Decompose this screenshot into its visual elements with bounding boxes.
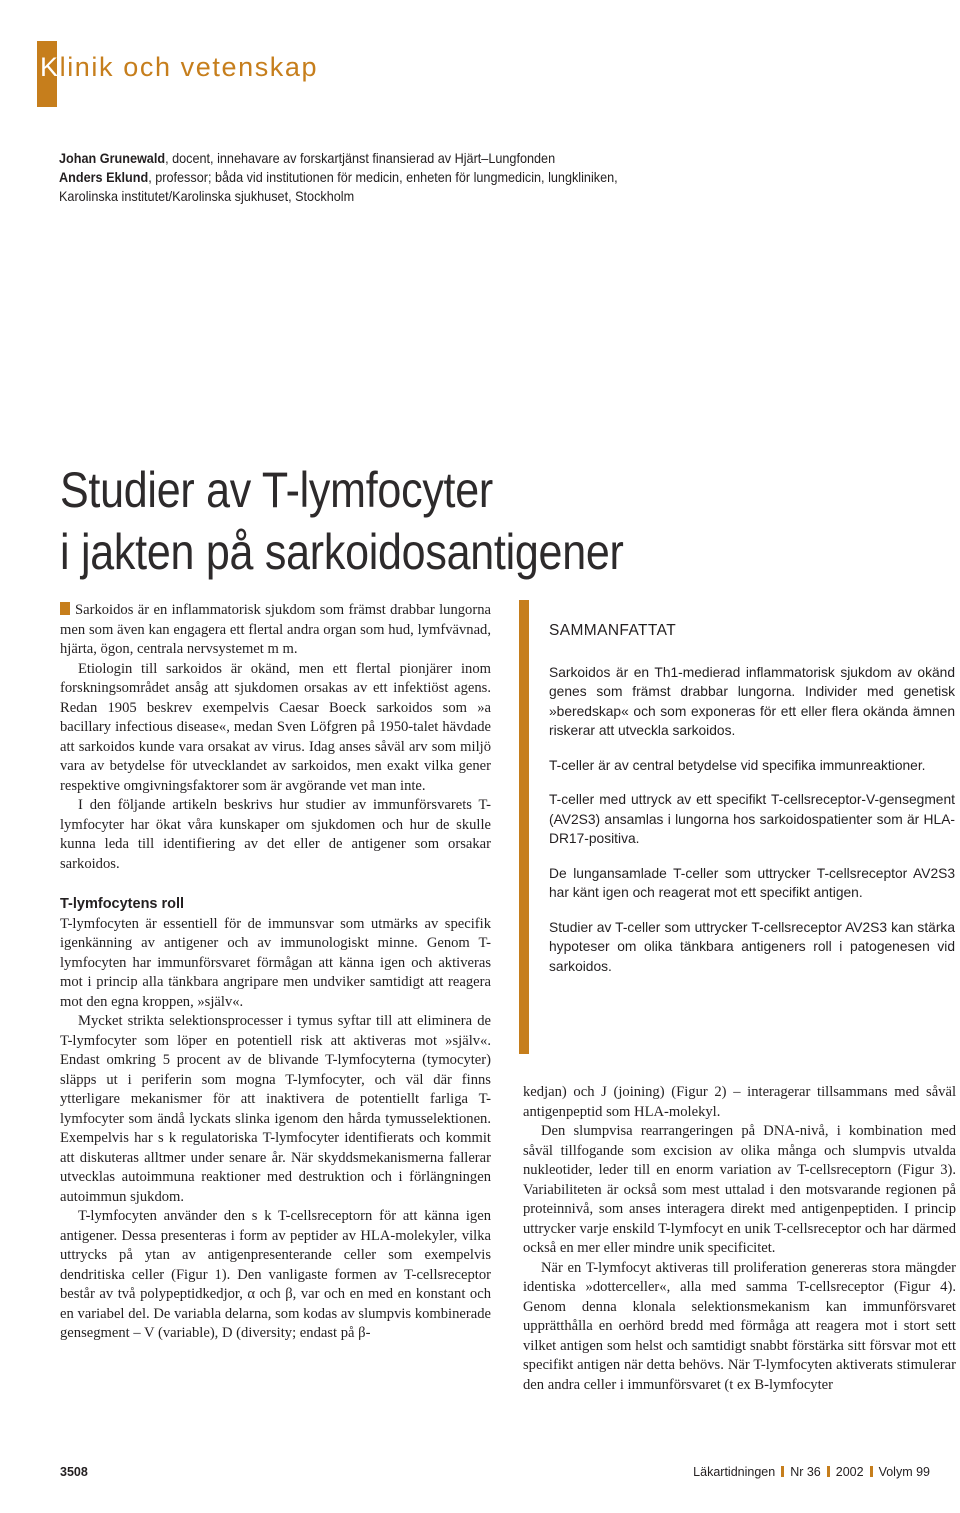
summary-item: De lungansamlade T-celler som uttrycker T-cellsreceptor AV2S3 har känt igen och reagerat mot ett specifikt antigen. xyxy=(549,865,955,900)
paragraph: Den slumpvisa rearrangeringen på DNA-nivå, i kombination med såväl tillfogande som excision av olika många och slumpvis utvalda nukleotider, leder till en enorm variation av T-cellsreceptorn (Figur 3). Variabiliteten är också som mest uttalad i den motsvarande regionen på proteinnivå, som anses interagera direkt med antigenpeptiden. I princip uttrycker varje enskild T-lymfocyt en unik T-cellsreceptor och har därmed också en mer eller mindre unik specificitet. xyxy=(523,1123,956,1256)
journal-name: Läkartidningen xyxy=(693,1465,776,1479)
paragraph: T-lymfocyten använder den s k T-cellsreceptorn för att känna igen antigener. Dessa presenteras i form av peptider av HLA-molekyler, vilka uttrycks på ytan av antigenpresenterande celler som exempelvis dendritiska celler (Figur 1). Den vanligaste formen av T-cellsreceptor består av två polypeptidkedjor, α och β, var och en med en konstant och en variabel del. De variabla delarna, som kodas av slumpvis kombinerade gensegment – V (variable), D (diversity; endast på β- xyxy=(60,1208,491,1341)
paragraph: Mycket strikta selektionsprocesser i tymus syftar till att eliminera de T-lymfocyter som löper en potentiell risk att aktiveras mot »själv«. Endast omkring 5 procent av de blivande T-lymfocyterna (tymocyter) släpps ut i periferin som mogna T-lymfocyter, och väl där finns ytterligare mekanismer för att inaktivera de potentiellt farliga T-lymfocyter som ändå lyckats slinka igenom den hårda tymusselektionen. Exempelvis har s k regulatoriska T-lymfocyter identifierats och kommit att diskuteras alltmer under senare år. När skyddsmekanismerna fallerar utvecklas autoimmuna reaktioner med destruktion och i förlängningen autoimmun sjukdom. xyxy=(60,1013,491,1205)
section-title-initial: K xyxy=(40,52,60,82)
volume: Volym 99 xyxy=(878,1465,930,1479)
paragraph: I den följande artikeln beskrivs hur studier av immunförsvarets T-lymfocyter har ökat våra kunskaper om sjukdomen och hur de skulle kunna leda till identifiering av det eller de antigener som orsakar sarkoidos. xyxy=(60,797,491,872)
author-line-2 xyxy=(59,168,859,187)
separator xyxy=(827,1466,830,1477)
author1-name: Johan Grunewald xyxy=(59,151,166,166)
separator xyxy=(781,1466,784,1477)
summary-accent-rule xyxy=(519,600,529,1054)
author2-name: Anders Eklund xyxy=(59,170,149,185)
section-title xyxy=(40,52,318,83)
year: 2002 xyxy=(835,1465,864,1479)
headline-line-2: i jakten på sarkoidosantigener xyxy=(60,524,624,580)
section-bullet-icon xyxy=(60,602,70,615)
author-block xyxy=(59,149,859,206)
intro-paragraph xyxy=(60,601,491,660)
article-headline xyxy=(60,459,624,583)
journal-info xyxy=(693,1465,930,1479)
summary-item: T-celler med uttryck av ett specifikt T-cellsreceptor-V-gensegment (AV2S3) ansamlas i lungorna hos sarkoidospatienter som är HLA-DR17-positiva. xyxy=(549,792,955,846)
author1-title: , docent, innehavare av forskartjänst finansierad av Hjärt–Lungfonden xyxy=(165,151,556,166)
intro-text: Sarkoidos är en inflammatorisk sjukdom som främst drabbar lungorna men som även kan engagera ett flertal andra organ som hud, lymfvävnad, hjärta, ögon, centrala nervsystemet m m. xyxy=(60,602,491,657)
body-column-right xyxy=(523,1083,956,1395)
headline-line-1: Studier av T-lymfocyter xyxy=(60,462,493,518)
summary-box xyxy=(549,621,955,991)
body-column-left xyxy=(60,601,491,1344)
author-line-1 xyxy=(59,149,859,168)
author-affiliation: Karolinska institutet/Karolinska sjukhuset, Stockholm xyxy=(59,189,355,204)
subheading: T-lymfocytens roll xyxy=(60,896,185,912)
paragraph: Etiologin till sarkoidos är okänd, men ett flertal pionjärer inom forskningsområdet ansåg att sjukdomen orsakas av ett infektiöst agens. Redan 1905 beskrev exempelvis Caesar Boeck sarkoidos som »a bacillary infectious disease«, medan Sven Löfgren på 1950-talet hävdade att sarkoidos kunde vara orsakat av virus. Idag anses såväl arv som miljö vara av betydelse för utvecklandet av sarkoidos, men exakt vilka gener respektive omgivningsfaktorer som är avgörande vet man inte. xyxy=(60,660,491,794)
paragraph: kedjan) och J (joining) (Figur 2) – interagerar tillsammans med såväl antigenpeptid som HLA-molekyl. xyxy=(523,1084,956,1120)
summary-item: Studier av T-celler som uttrycker T-cellsreceptor AV2S3 kan stärka hypoteser om olika tänkbara antigeners roll i patogenesen vid sarkoidos. xyxy=(549,919,955,974)
summary-title: SAMMANFATTAT xyxy=(549,622,677,639)
issue-number: Nr 36 xyxy=(790,1465,821,1479)
summary-item: T-celler är av central betydelse vid specifika immunreaktioner. xyxy=(549,757,926,773)
author2-title: , professor; båda vid institutionen för medicin, enheten för lungmedicin, lungkliniken, xyxy=(148,170,618,185)
paragraph: T-lymfocyten är essentiell för de immunsvar som utmärks av specifik igenkänning av antigener och av immunologiskt minne. Genom T-lymfocyten har immunförsvaret förmågan att känna igen och aktiveras mot i princip alla tänkbara angripare men undviker samtidigt att reagera mot den egna kroppen, »själv«. xyxy=(60,915,491,1010)
page-number: 3508 xyxy=(60,1465,88,1479)
separator xyxy=(870,1466,873,1477)
summary-item: Sarkoidos är en Th1-medierad inflammatorisk sjukdom av okänd genes som främst drabbar lungorna. Individer med genetisk »beredskap« och som exponeras för ett eller flera okända ämnen riskerar att utveckla sarkoidos. xyxy=(549,664,955,738)
paragraph: När en T-lymfocyt aktiveras till proliferation genereras stora mängder identiska »dotterceller«, alla med samma T-cellsreceptor (Figur 4). Genom denna klonala selektionsmekanism kan immunförsvaret upprätthålla en oerhörd bredd med förmåga att reagera mot i stort sett vilket antigen som helst och samtidigt snabbt förstärka sitt försvar mot ett specifikt antigen när detta behövs. När T-lymfocyten aktiverats stimulerar den andra celler i immunförsvaret (t ex B-lymfocyter xyxy=(523,1259,956,1393)
section-title-rest: linik och vetenskap xyxy=(59,52,319,82)
